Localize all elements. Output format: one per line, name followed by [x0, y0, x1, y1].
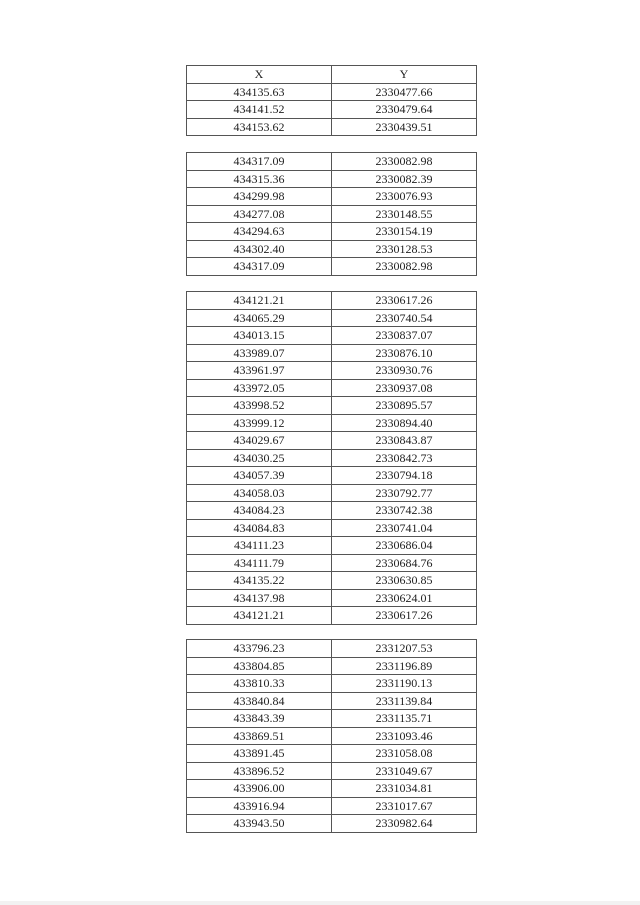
x-coordinate-cell: 434317.09 [187, 153, 332, 171]
y-coordinate-cell: 2330843.87 [332, 432, 477, 450]
x-coordinate-cell: 434065.29 [187, 309, 332, 327]
x-coordinate-cell: 434277.08 [187, 205, 332, 223]
page-bottom-edge [0, 901, 640, 905]
y-coordinate-cell: 2331049.67 [332, 762, 477, 780]
table-body [187, 83, 477, 136]
table-row [187, 223, 477, 241]
table-row [187, 502, 477, 520]
y-coordinate-cell: 2330479.64 [332, 101, 477, 119]
y-coordinate-cell: 2331196.89 [332, 657, 477, 675]
y-coordinate-cell: 2330742.38 [332, 502, 477, 520]
table-row [187, 83, 477, 101]
x-coordinate-cell: 433998.52 [187, 397, 332, 415]
y-coordinate-cell: 2330842.73 [332, 449, 477, 467]
y-coordinate-cell: 2330741.04 [332, 519, 477, 537]
y-coordinate-cell: 2330684.76 [332, 554, 477, 572]
y-coordinate-cell: 2330477.66 [332, 83, 477, 101]
y-coordinate-cell: 2330982.64 [332, 815, 477, 833]
x-coordinate-cell: 434135.22 [187, 572, 332, 590]
y-coordinate-cell: 2330617.26 [332, 607, 477, 625]
coordinate-table-2 [186, 152, 477, 276]
y-coordinate-cell: 2330630.85 [332, 572, 477, 590]
y-coordinate-cell: 2331093.46 [332, 727, 477, 745]
table-body [187, 153, 477, 276]
table-row [187, 188, 477, 206]
x-coordinate-cell: 434058.03 [187, 484, 332, 502]
table-row [187, 537, 477, 555]
y-coordinate-cell: 2330837.07 [332, 327, 477, 345]
x-coordinate-cell: 433869.51 [187, 727, 332, 745]
x-coordinate-cell: 434315.36 [187, 170, 332, 188]
y-coordinate-cell: 2330895.57 [332, 397, 477, 415]
table-row [187, 710, 477, 728]
table-row [187, 101, 477, 119]
table-row [187, 258, 477, 276]
table-row [187, 607, 477, 625]
x-coordinate-cell: 433916.94 [187, 797, 332, 815]
y-coordinate-cell: 2330082.98 [332, 153, 477, 171]
x-coordinate-cell: 434013.15 [187, 327, 332, 345]
y-coordinate-cell: 2331139.84 [332, 692, 477, 710]
y-coordinate-cell: 2330740.54 [332, 309, 477, 327]
x-coordinate-cell: 434084.83 [187, 519, 332, 537]
coordinate-table-3 [186, 291, 477, 625]
x-coordinate-cell: 433961.97 [187, 362, 332, 380]
table-row [187, 692, 477, 710]
x-coordinate-cell: 434111.23 [187, 537, 332, 555]
x-coordinate-cell: 433896.52 [187, 762, 332, 780]
y-coordinate-cell: 2330082.98 [332, 258, 477, 276]
table-row [187, 762, 477, 780]
y-coordinate-cell: 2330937.08 [332, 379, 477, 397]
y-coordinate-cell: 2330686.04 [332, 537, 477, 555]
x-column-header: X [187, 66, 332, 84]
table-row [187, 572, 477, 590]
y-coordinate-cell: 2330154.19 [332, 223, 477, 241]
y-coordinate-cell: 2330794.18 [332, 467, 477, 485]
x-coordinate-cell: 433972.05 [187, 379, 332, 397]
y-coordinate-cell: 2331017.67 [332, 797, 477, 815]
coordinate-table-4 [186, 639, 477, 833]
table-row [187, 292, 477, 310]
table-row [187, 589, 477, 607]
table-row [187, 432, 477, 450]
x-coordinate-cell: 434294.63 [187, 223, 332, 241]
x-coordinate-cell: 434317.09 [187, 258, 332, 276]
table-row [187, 449, 477, 467]
y-coordinate-cell: 2331058.08 [332, 745, 477, 763]
table-body [187, 292, 477, 625]
table-row [187, 153, 477, 171]
table-row [187, 727, 477, 745]
x-coordinate-cell: 433891.45 [187, 745, 332, 763]
x-coordinate-cell: 434029.67 [187, 432, 332, 450]
y-coordinate-cell: 2330930.76 [332, 362, 477, 380]
x-coordinate-cell: 433843.39 [187, 710, 332, 728]
x-coordinate-cell: 434302.40 [187, 240, 332, 258]
y-coordinate-cell: 2331034.81 [332, 780, 477, 798]
table-row [187, 640, 477, 658]
x-coordinate-cell: 433840.84 [187, 692, 332, 710]
table-row [187, 484, 477, 502]
y-coordinate-cell: 2331135.71 [332, 710, 477, 728]
x-coordinate-cell: 434121.21 [187, 607, 332, 625]
x-coordinate-cell: 433999.12 [187, 414, 332, 432]
table-row [187, 309, 477, 327]
table-row [187, 797, 477, 815]
x-coordinate-cell: 434084.23 [187, 502, 332, 520]
x-coordinate-cell: 433810.33 [187, 675, 332, 693]
table-row [187, 379, 477, 397]
x-coordinate-cell: 433906.00 [187, 780, 332, 798]
table-row [187, 467, 477, 485]
table-row [187, 362, 477, 380]
y-coordinate-cell: 2330082.39 [332, 170, 477, 188]
table-row [187, 675, 477, 693]
y-column-header: Y [332, 66, 477, 84]
x-coordinate-cell: 434141.52 [187, 101, 332, 119]
x-coordinate-cell: 434121.21 [187, 292, 332, 310]
x-coordinate-cell: 434135.63 [187, 83, 332, 101]
table-row [187, 397, 477, 415]
x-coordinate-cell: 434111.79 [187, 554, 332, 572]
x-coordinate-cell: 434030.25 [187, 449, 332, 467]
coordinate-table-1 [186, 65, 477, 136]
table-row [187, 118, 477, 136]
table-row [187, 745, 477, 763]
x-coordinate-cell: 434299.98 [187, 188, 332, 206]
table-header-row [187, 66, 477, 84]
y-coordinate-cell: 2330617.26 [332, 292, 477, 310]
x-coordinate-cell: 434137.98 [187, 589, 332, 607]
table-row [187, 780, 477, 798]
table-row [187, 519, 477, 537]
x-coordinate-cell: 433989.07 [187, 344, 332, 362]
y-coordinate-cell: 2330148.55 [332, 205, 477, 223]
table-row [187, 240, 477, 258]
x-coordinate-cell: 434153.62 [187, 118, 332, 136]
table-row [187, 205, 477, 223]
y-coordinate-cell: 2330624.01 [332, 589, 477, 607]
table-row [187, 554, 477, 572]
y-coordinate-cell: 2330792.77 [332, 484, 477, 502]
table-row [187, 344, 477, 362]
table-row [187, 327, 477, 345]
y-coordinate-cell: 2330076.93 [332, 188, 477, 206]
table-row [187, 657, 477, 675]
y-coordinate-cell: 2330439.51 [332, 118, 477, 136]
x-coordinate-cell: 433943.50 [187, 815, 332, 833]
y-coordinate-cell: 2331207.53 [332, 640, 477, 658]
y-coordinate-cell: 2330894.40 [332, 414, 477, 432]
table-row [187, 414, 477, 432]
x-coordinate-cell: 434057.39 [187, 467, 332, 485]
y-coordinate-cell: 2331190.13 [332, 675, 477, 693]
y-coordinate-cell: 2330876.10 [332, 344, 477, 362]
table-row [187, 815, 477, 833]
x-coordinate-cell: 433804.85 [187, 657, 332, 675]
table-body [187, 640, 477, 833]
table-row [187, 170, 477, 188]
x-coordinate-cell: 433796.23 [187, 640, 332, 658]
y-coordinate-cell: 2330128.53 [332, 240, 477, 258]
